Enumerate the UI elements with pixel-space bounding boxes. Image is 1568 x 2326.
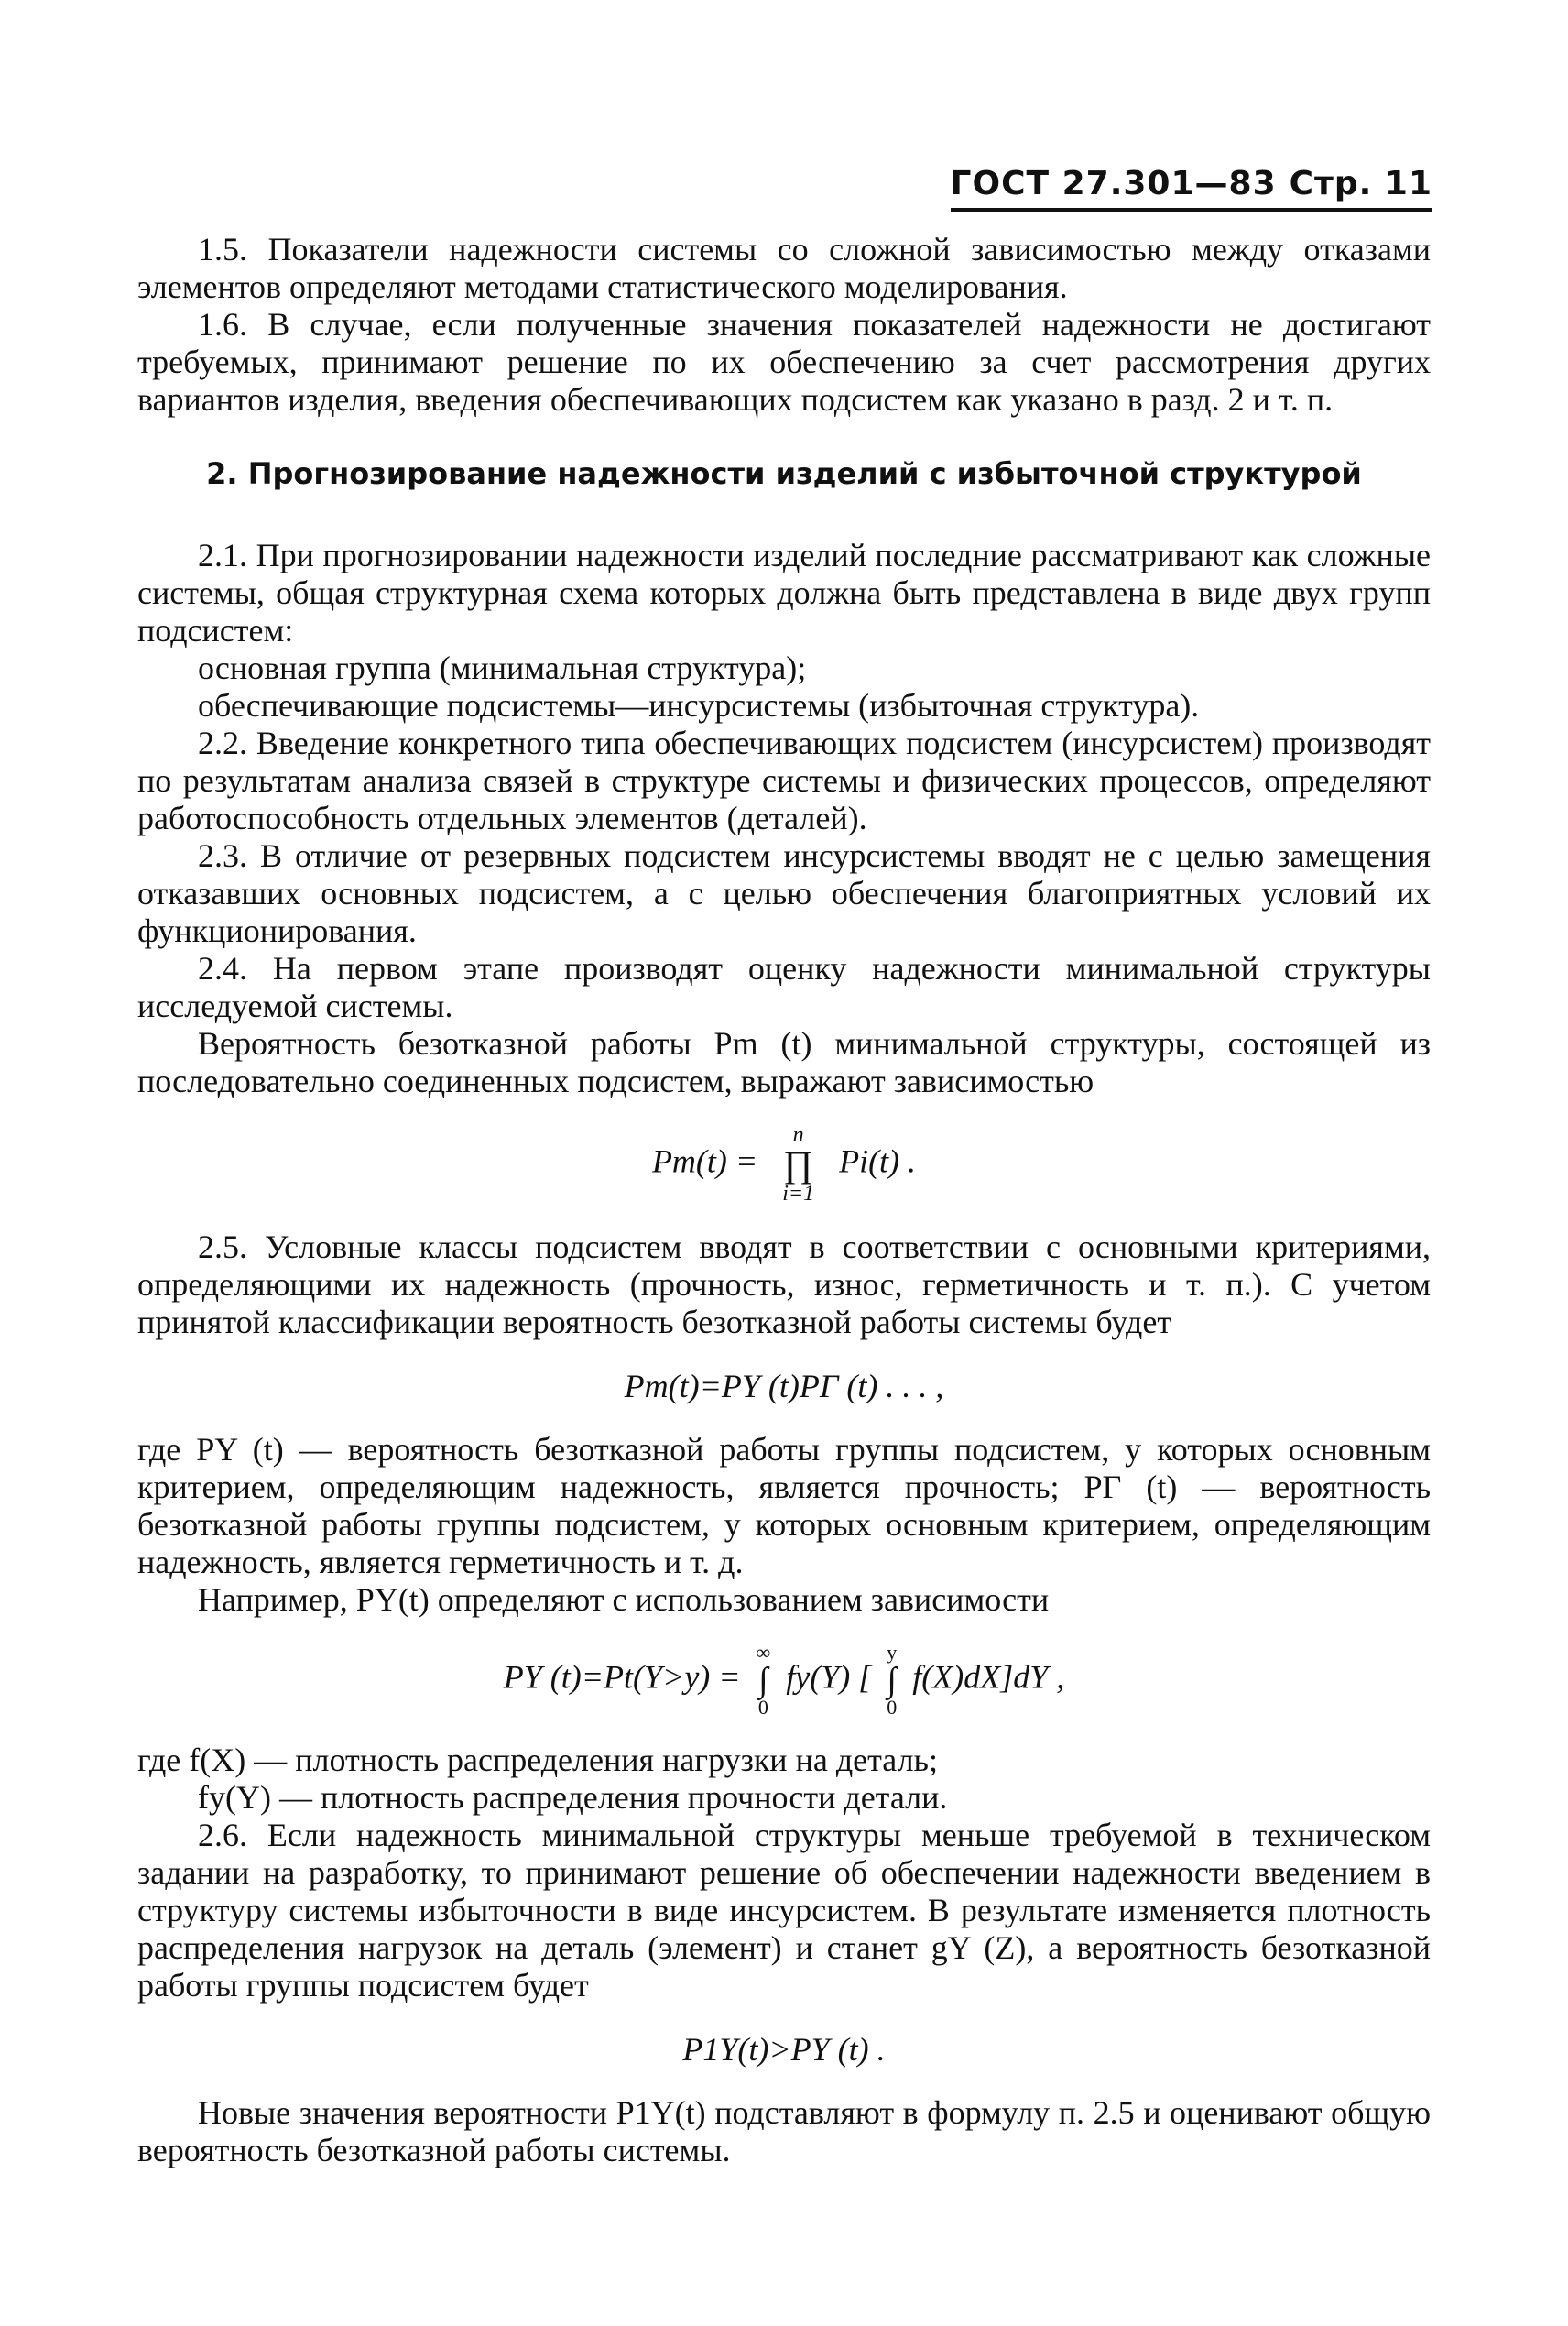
formula-product [137,1124,1431,1205]
formula-product-left: Pm(t) = [651,1142,758,1180]
paragraph-2-4: 2.4. На первом этапе производят оценку надежности минимальной структуры исследуемой системы. [137,950,1431,1024]
product-upper-limit: n [792,1123,804,1147]
paragraph-2-3: 2.3. В отличие от резервных подсистем инсурсистемы вводят не с целью замещения отказавших основных подсистем, а с целью обеспечения благоприятных условий их функционирования. [137,837,1431,949]
formula-integral-right: f(X)dX]dY , [912,1658,1065,1696]
paragraph-2-4-probability: Вероятность безотказной работы Pm (t) минимальной структуры, состоящей из последовательно соединенных подсистем, выражают зависимостью [137,1025,1431,1099]
integral-1-lower-limit: 0 [757,1696,768,1719]
formula-integral-middle: fy(Y) [ [786,1658,872,1696]
product-symbol: ∏ [783,1143,814,1185]
formula-product-right: Pi(t) . [839,1142,917,1180]
standard-code: ГОСТ 27.301—83 [950,165,1277,202]
formula-system-probability: Pm(t)=PY (t)PГ (t) . . . , [624,1368,944,1404]
paragraph-final: Новые значения вероятности P1Y(t) подставляют в формулу п. 2.5 и оценивают общую вероятность безотказной работы системы. [137,2094,1431,2168]
where-load-density: где f(X) — плотность распределения нагрузки на деталь; [137,1742,938,1778]
integral-2-upper-limit: y [887,1641,898,1664]
paragraph-1-6: 1.6. В случае, если полученные значения показателей надежности не достигают требуемых, принимают решение по их обеспечению за счет рассмотрения других вариантов изделия, введения обеспечивающих подсистем как указано в разд. 2 и т. п. [137,306,1431,418]
integral-operator-2 [887,1643,897,1718]
formula-integral-left: PY (t)=Pt(Y>y) = [503,1658,741,1696]
paragraph-2-1-item-a: основная группа (минимальная структура); [198,650,807,686]
paragraph-2-1: 2.1. При прогнозировании надежности изделий последние рассматривают как сложные системы, общая структурная схема которых должна быть представлена в виде двух групп подсистем: [137,537,1431,649]
paragraph-2-5: 2.5. Условные классы подсистем вводят в соответствии с основными критериями, определяющими их надежность (прочность, износ, герметичность и т. п.). С учетом принятой классификации вероятность безотказной работы системы будет [137,1229,1431,1340]
integral-1-symbol: ∫ [758,1661,768,1699]
page-number: Стр. 11 [1289,165,1432,202]
integral-2-symbol: ∫ [887,1661,897,1699]
product-lower-limit: i=1 [782,1182,815,1206]
paragraph-2-2: 2.2. Введение конкретного типа обеспечивающих подсистем (инсурсистем) производят по результатам анализа связей в структуре системы и физических процессов, определяют работоспособность отдельных элементов (деталей). [137,725,1431,836]
integral-2-lower-limit: 0 [887,1696,898,1719]
document-body [137,231,1431,2169]
formula-inequality: P1Y(t)>PY (t) . [682,2031,886,2068]
paragraph-2-5-example: Например, PY(t) определяют с использованием зависимости [198,1581,1050,1618]
integral-1-upper-limit: ∞ [756,1641,771,1664]
paragraph-1-5: 1.5. Показатели надежности системы со сложной зависимостью между отказами элементов определяют методами статистического моделирования. [137,231,1431,305]
paragraph-2-5-where: где PY (t) — вероятность безотказной работы группы подсистем, у которых основным критерием, определяющим надежность, является прочность; PГ (t) — вероятность безотказной работы группы подсистем, у которых основным критерием, определяющим надежность, является герметичность и т. д. [137,1431,1431,1580]
where-strength-density: fy(Y) — плотность распределения прочности детали. [198,1779,948,1816]
formula-integral [137,1643,1431,1718]
paragraph-2-6: 2.6. Если надежность минимальной структуры меньше требуемой в техническом задании на разработку, то принимают решение об обеспечении надежности введением в структуру системы избыточности в виде инсурсистем. В результате изменяется плотность распределения нагрузок на деталь (элемент) и станет gY (Z), а вероятность безотказной работы группы подсистем будет [137,1817,1431,2004]
section-2-heading: 2. Прогнозирование надежности изделий с избыточной структурой [206,456,1362,491]
integral-operator-1 [757,1643,771,1718]
product-operator [782,1124,814,1205]
page-header [951,165,1432,212]
paragraph-2-1-item-b: обеспечивающие подсистемы—инсурсистемы (избыточная структура). [198,687,1200,724]
